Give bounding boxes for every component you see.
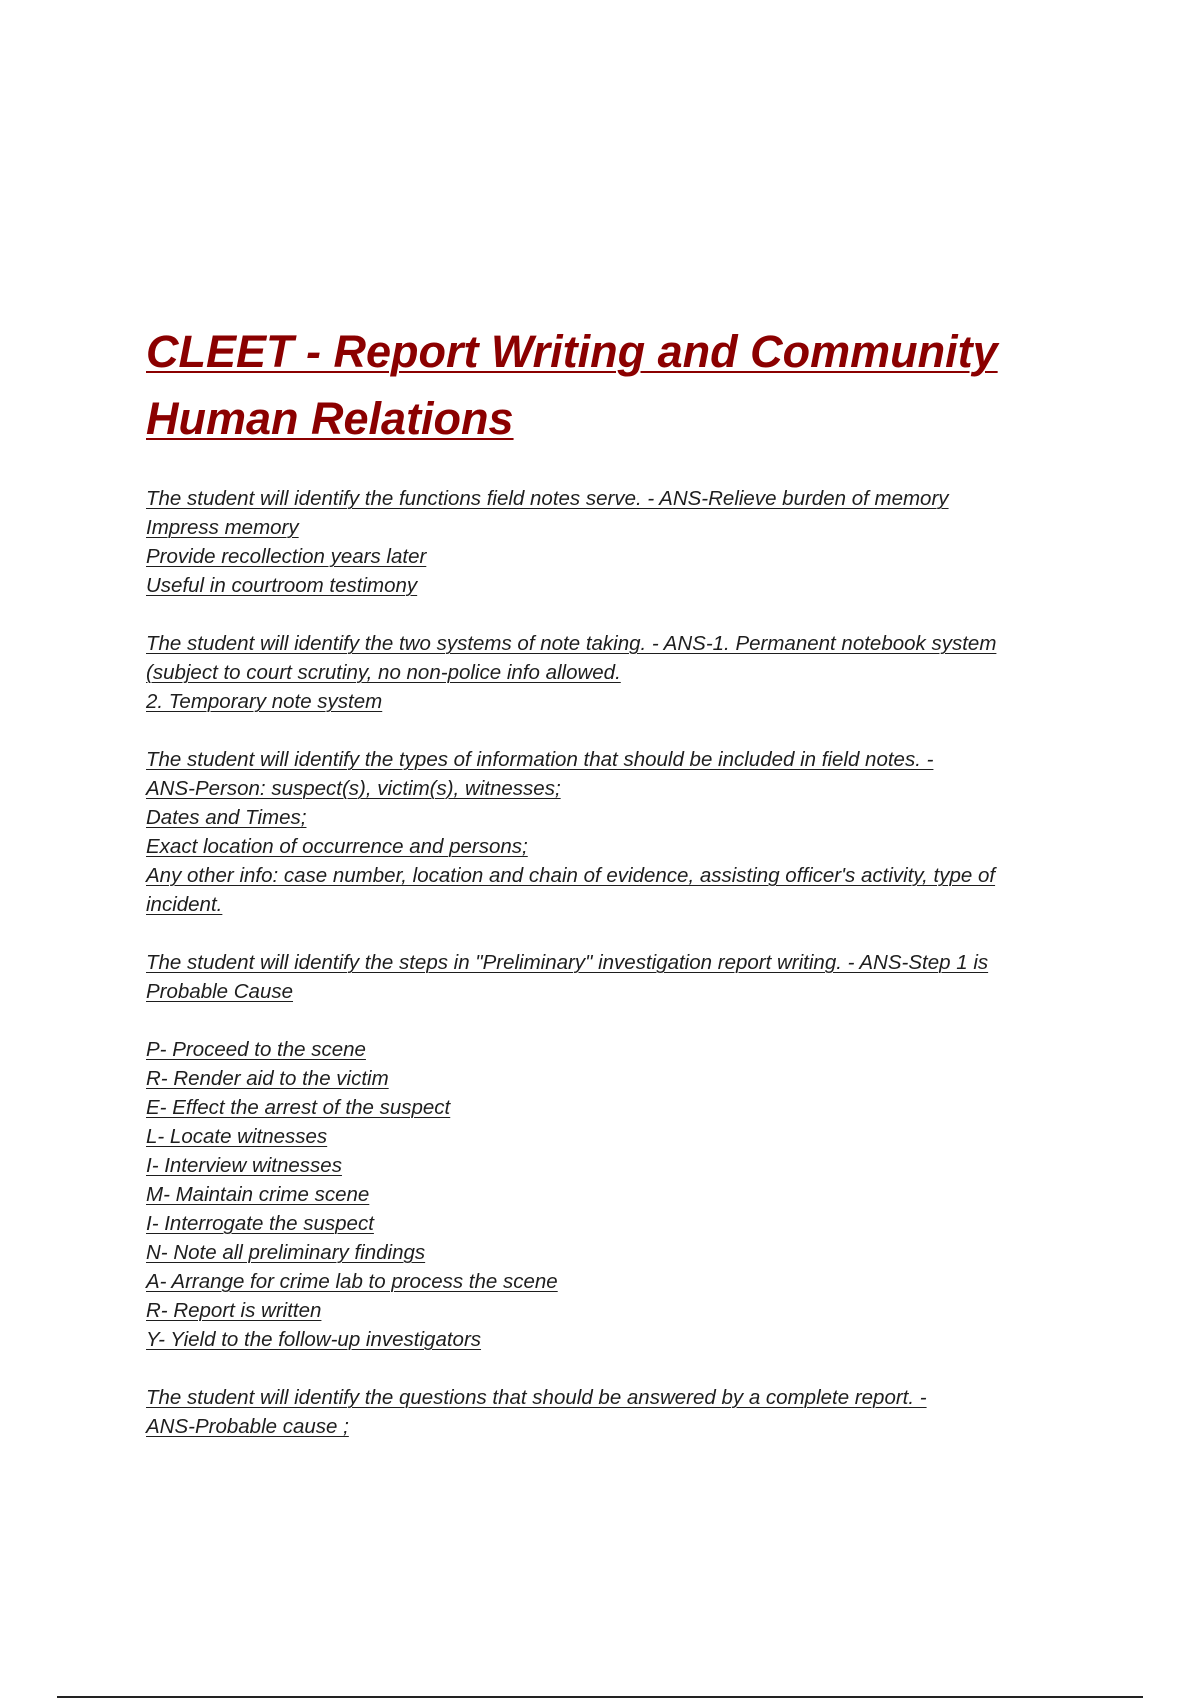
qa-block-complete-report-questions [146, 1383, 1086, 1441]
text-line: 2. Temporary note system [146, 690, 383, 713]
text-line: The student will identify the types of information that should be included in field notes. - [146, 748, 934, 771]
list-item: I- Interrogate the suspect [146, 1212, 374, 1235]
qa-block-field-note-functions [146, 484, 1086, 600]
text-line: The student will identify the steps in "Preliminary" investigation report writing. - ANS-Step 1 is [146, 951, 989, 974]
list-item: N- Note all preliminary findings [146, 1241, 426, 1264]
text-line: Dates and Times; [146, 806, 307, 829]
text-line: Impress memory [146, 516, 299, 539]
title-line-2: Human Relations [146, 393, 514, 444]
list-item: P- Proceed to the scene [146, 1038, 366, 1061]
list-item: A- Arrange for crime lab to process the scene [146, 1270, 558, 1293]
page-bottom-divider [57, 1696, 1143, 1698]
text-line: ANS-Person: suspect(s), victim(s), witnesses; [146, 777, 561, 800]
text-line: Probable Cause [146, 980, 294, 1003]
list-item: Y- Yield to the follow-up investigators [146, 1328, 482, 1351]
list-item: R- Report is written [146, 1299, 322, 1322]
text-line: Any other info: case number, location and chain of evidence, assisting officer's activity, type of [146, 864, 996, 887]
text-line: ANS-Probable cause ; [146, 1415, 349, 1438]
text-line: The student will identify the functions field notes serve. - ANS-Relieve burden of memory [146, 487, 949, 510]
text-line: The student will identify the two systems of note taking. - ANS-1. Permanent notebook system [146, 632, 997, 655]
list-item: E- Effect the arrest of the suspect [146, 1096, 451, 1119]
list-item: L- Locate witnesses [146, 1125, 328, 1148]
text-line: incident. [146, 893, 223, 916]
text-line: The student will identify the questions that should be answered by a complete report. - [146, 1386, 927, 1409]
qa-block-note-taking-systems [146, 629, 1086, 716]
qa-block-field-note-information [146, 745, 1086, 919]
text-line: Provide recollection years later [146, 545, 427, 568]
text-line: Useful in courtroom testimony [146, 574, 418, 597]
list-item: R- Render aid to the victim [146, 1067, 389, 1090]
list-item: M- Maintain crime scene [146, 1183, 370, 1206]
preliminary-acronym-list [146, 1035, 1086, 1354]
list-item: I- Interview witnesses [146, 1154, 342, 1177]
title-line-1: CLEET - Report Writing and Community [146, 326, 998, 377]
text-line: (subject to court scrutiny, no non-police info allowed. [146, 661, 621, 684]
qa-block-preliminary-steps [146, 948, 1086, 1006]
document-title [146, 318, 1086, 452]
document-body [146, 484, 1086, 1470]
text-line: Exact location of occurrence and persons; [146, 835, 528, 858]
